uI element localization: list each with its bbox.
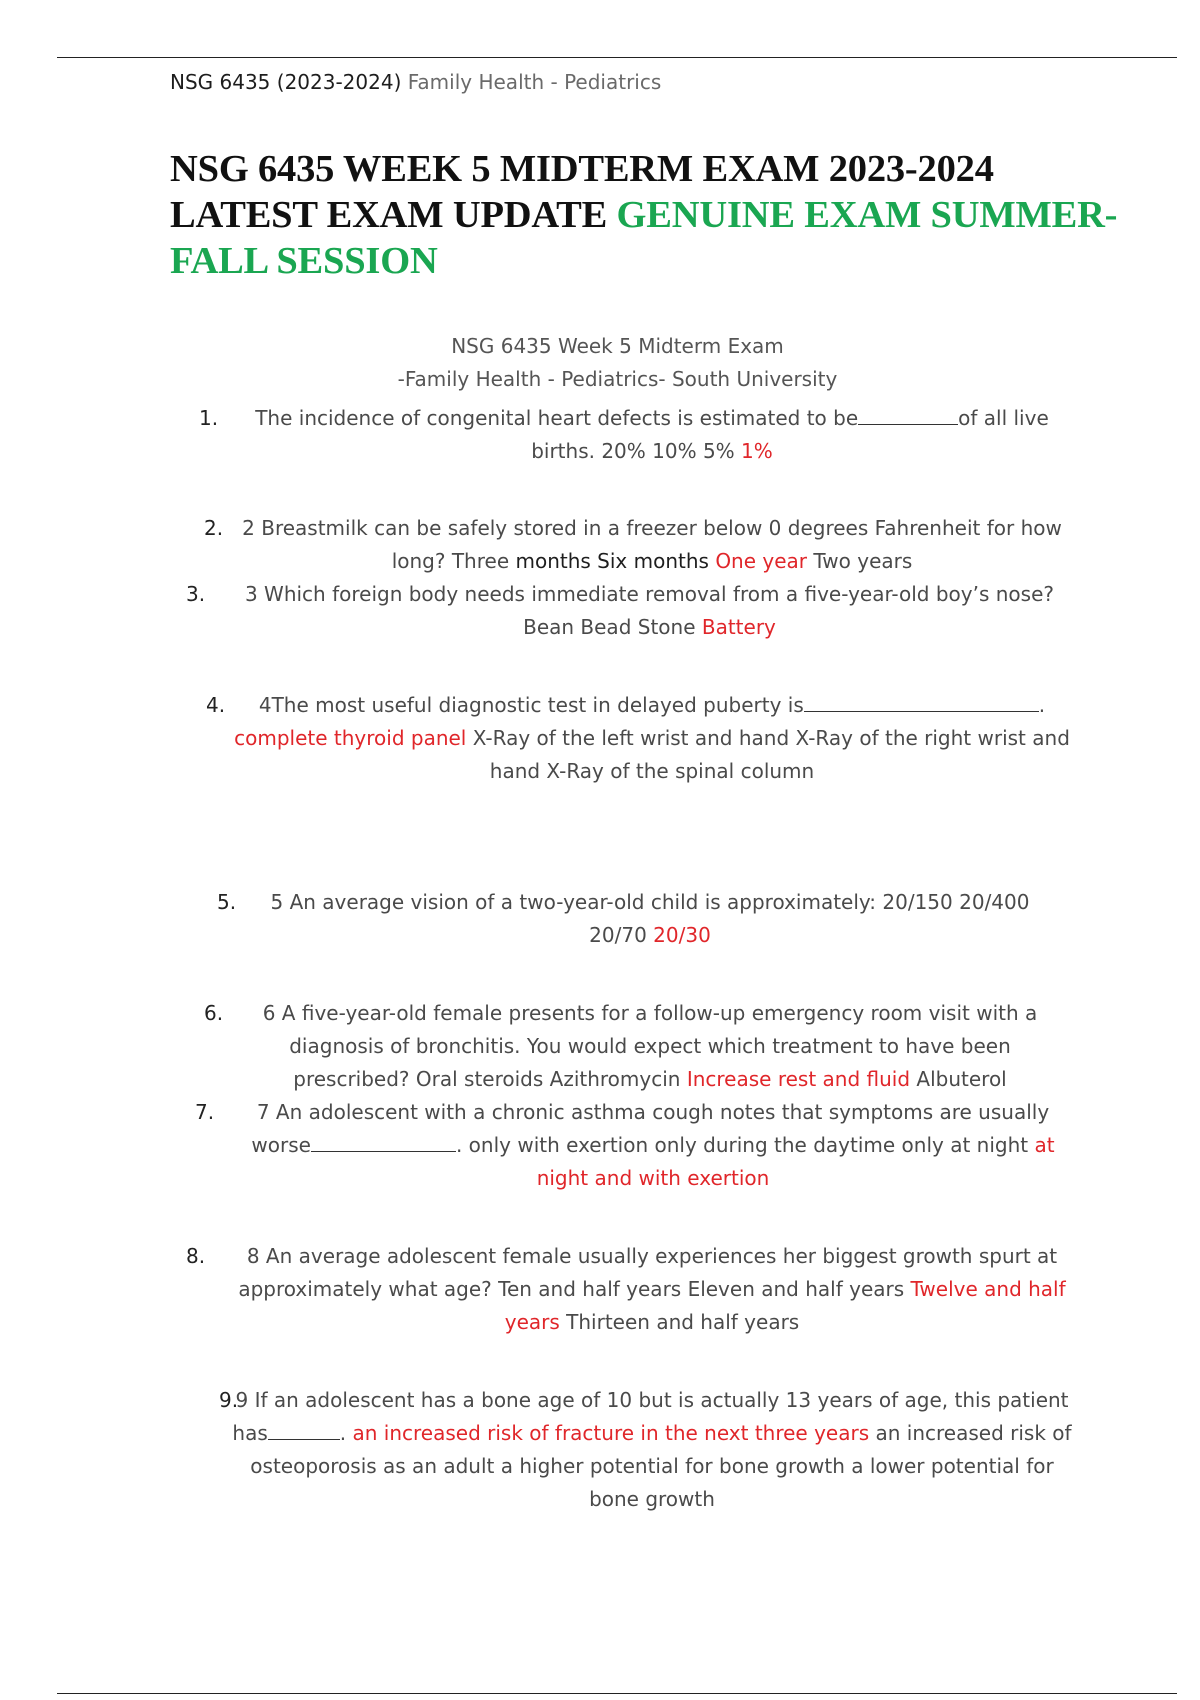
question-text: . only with exertion only during the daytime only at night	[455, 1133, 1029, 1157]
question-text: The incidence of congenital heart defects is estimated to be	[255, 406, 859, 430]
answer-blank	[268, 1421, 340, 1440]
question-text: .	[1038, 693, 1046, 717]
question-number: 2.	[204, 516, 224, 540]
question-text: Two years	[813, 549, 913, 573]
question-9	[219, 1384, 1072, 1516]
document-title	[170, 146, 1130, 284]
correct-answer: Battery	[701, 615, 776, 639]
question-text: Thirteen and half years	[566, 1310, 800, 1334]
correct-answer: at night and with exertion	[536, 1133, 1055, 1190]
exam-institution: -Family Health - Pediatrics- South University	[397, 367, 838, 391]
correct-answer: an increased risk of fracture in the next three years	[352, 1421, 870, 1445]
answer-blank	[804, 693, 1039, 712]
question-text: X-Ray of the left wrist and hand X-Ray of the right wrist and hand X-Ray of the spinal column	[472, 726, 1070, 783]
title-black: NSG 6435 WEEK 5 MIDTERM EXAM 2023-2024 LATEST EXAM UPDATE	[170, 148, 994, 236]
question-5	[217, 886, 1055, 952]
question-text: months Six months	[515, 549, 709, 573]
exam-subtitle: NSG 6435 Week 5 Midterm Exam	[451, 334, 784, 358]
question-number: 3.	[186, 582, 206, 606]
top-rule	[57, 57, 1177, 58]
question-text: 9 If an adolescent has a bone age of 10 but is actually 13 years of age, this patient has	[232, 1388, 1069, 1445]
question-text: 5 An average vision of a two-year-old child is approximately: 20/150 20/400 20/70	[270, 890, 1030, 947]
question-number: 5.	[217, 890, 237, 914]
question-number: 6.	[204, 1001, 224, 1025]
question-text: of all live births. 20% 10% 5%	[531, 406, 1049, 463]
question-2	[204, 512, 1062, 578]
bottom-rule	[57, 1693, 1177, 1694]
question-6	[204, 997, 1055, 1096]
question-8	[186, 1240, 1082, 1339]
running-header	[170, 70, 661, 94]
question-7	[195, 1096, 1078, 1195]
answer-blank	[311, 1133, 456, 1152]
correct-answer: complete thyroid panel	[234, 726, 467, 750]
question-text: 8 An average adolescent female usually experiences her biggest growth spurt at approximately what age? Ten and half years Eleven and half years	[238, 1244, 1058, 1301]
question-text: an increased risk of osteoporosis as an adult a higher potential for bone growth a lower potential for bone growth	[250, 1421, 1072, 1511]
answer-blank	[858, 406, 958, 425]
question-text: 4The most useful diagnostic test in delayed puberty is	[258, 693, 804, 717]
question-text: 3 Which foreign body needs immediate removal from a five-year-old boy’s nose? Bean Bead Stone	[244, 582, 1055, 639]
correct-answer: Twelve and half years	[504, 1277, 1066, 1334]
question-text: 7 An adolescent with a chronic asthma cough notes that symptoms are usually worse	[251, 1100, 1050, 1157]
question-4	[206, 689, 1072, 788]
question-number: 1.	[199, 406, 219, 430]
correct-answer: Increase rest and fluid	[686, 1067, 911, 1091]
question-number: 4.	[206, 693, 226, 717]
question-text: 2 Breastmilk can be safely stored in a freezer below 0 degrees Fahrenheit for how long? Three	[242, 516, 1062, 573]
question-number: 8.	[186, 1244, 206, 1268]
question-text: Albuterol	[916, 1067, 1007, 1091]
correct-answer: One year	[715, 549, 808, 573]
question-number: 9.	[219, 1388, 239, 1412]
question-text: .	[339, 1421, 347, 1445]
course-code: NSG 6435 (2023-2024)	[170, 70, 402, 94]
correct-answer: 20/30	[653, 923, 711, 947]
course-name: Family Health - Pediatrics	[407, 70, 662, 94]
question-text: 6 A five-year-old female presents for a follow-up emergency room visit with a diagnosis of bronchitis. You would expect which treatment to have been prescribed? Oral steroids Azithromycin	[262, 1001, 1038, 1091]
question-3	[186, 578, 1077, 644]
question-number: 7.	[195, 1100, 215, 1124]
question-1	[199, 402, 1072, 468]
correct-answer: 1%	[741, 439, 773, 463]
title-green: GENUINE EXAM SUMMER- FALL SESSION	[170, 194, 1118, 282]
